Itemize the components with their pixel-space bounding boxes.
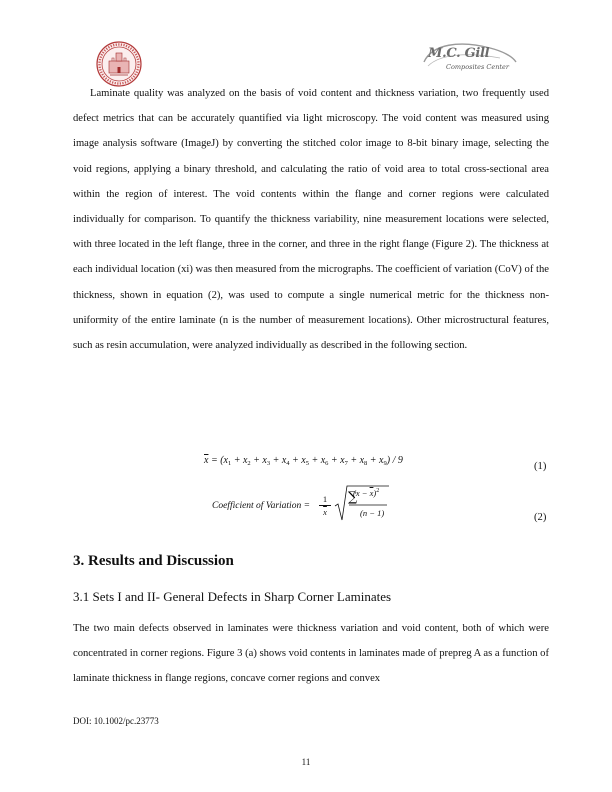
eq2-frac-numerator: 1	[319, 493, 331, 506]
eq1-sub: 9	[383, 460, 387, 467]
eq1-term: x	[223, 455, 228, 466]
eq2-frac-denominator: x	[323, 507, 327, 517]
eq1-sub: 3	[266, 460, 271, 467]
eq1-sub: 4	[286, 460, 290, 467]
equation-cov-label: Coefficient of Variation =	[212, 501, 310, 511]
eq1-sub: 5	[305, 460, 309, 467]
mc-gill-composites-logo	[420, 42, 518, 82]
eq2-num-open: (x −	[353, 488, 370, 498]
eq1-sub: 6	[325, 460, 329, 467]
page-number: 11	[301, 757, 311, 767]
eq1-sub: 1	[227, 460, 232, 467]
eq1-rhs-open: = (	[208, 455, 224, 466]
logo-subtitle: Composites Center	[446, 63, 509, 71]
equation-cov-fraction	[319, 493, 331, 518]
eq1-rhs-close: ) / 9	[386, 455, 403, 466]
doi-footer: DOI: 10.1002/pc.23773	[73, 716, 159, 726]
eq1-lhs: $\overline{x}$	[204, 455, 209, 466]
equation-number-2: (2)	[534, 512, 547, 523]
logo-title: M.C. Gill	[428, 46, 490, 61]
eq1-term: + x	[250, 455, 267, 466]
eq1-term: + x	[347, 455, 365, 466]
equation-number-1: (1)	[534, 461, 547, 472]
eq1-sub: 8	[364, 460, 368, 467]
eq1-term: + x	[367, 455, 384, 466]
eq2-sqrt-denominator: (n − 1)	[360, 508, 385, 518]
eq2-num-xbar: $\overline{x}$	[369, 488, 374, 498]
eq1-term: + x	[328, 455, 345, 466]
subsection-heading: 3.1 Sets I and II- General Defects in Sharp Corner Laminates	[73, 589, 392, 604]
eq2-num-exponent: 2	[376, 488, 380, 495]
equation-mean	[204, 455, 403, 467]
body-paragraph-results: The two main defects observed in laminates were thickness variation and void content, both of which were concentrated in corner regions. Figure 3 (a) shows void contents in laminates made of prepreg A as a function of laminate thickness in flange regions, concave corner regions and convex	[73, 623, 549, 685]
eq2-sqrt-numerator	[353, 488, 379, 498]
eq1-term: + x	[270, 455, 287, 466]
eq1-term: + x	[308, 455, 326, 466]
eq1-sub: 2	[247, 460, 251, 467]
sigma-symbol: ∑	[348, 490, 358, 505]
eq1-term: + x	[289, 455, 306, 466]
section-heading: 3. Results and Discussion	[73, 553, 234, 569]
eq2-num-close: )	[373, 488, 377, 498]
eq1-term: + x	[231, 455, 248, 466]
body-paragraph-methods: Laminate quality was analyzed on the basis of void content and thickness variation, two frequently used defect metrics that can be accurately quantified via light microscopy. The void content was measured using image analysis software (ImageJ) by converting the stitched color image to 8-bit binary image, selecting the void regions, applying a binary threshold, and calculating the ratio of void area to total cross-sectional area within the region of interest. The void contents within the flange and corner regions were calculated individually for comparison. To quantify the thickness variability, nine measurement locations were selected, with three located in the left flange, three in the corner, and three in the right flange (Figure 2). The thickness at each individual location (xi) was then measured from the micrographs. The coefficient of variation (CoV) of the thickness, shown in equation (2), was used to compute a single numerical metric for the thickness non-uniformity of the entire laminate (n is the number of measurement locations). Other microstructural features, such as resin accumulation, were analyzed individually as described in the following section.	[73, 88, 549, 352]
eq1-sub: 7	[344, 460, 348, 467]
